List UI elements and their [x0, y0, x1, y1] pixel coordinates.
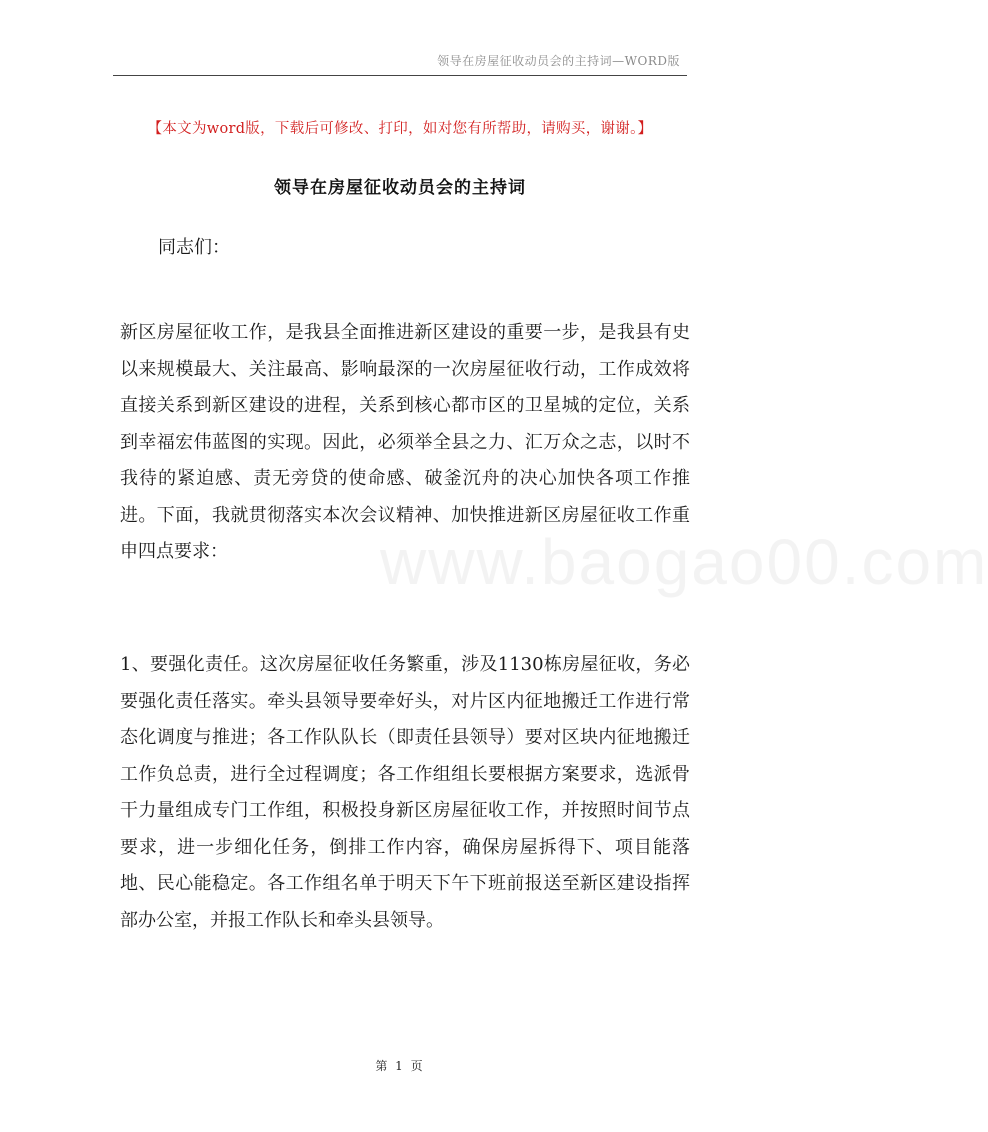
running-header: 领导在房屋征收动员会的主持词—WORD版	[437, 54, 680, 68]
purchase-notice: 【本文为word版，下载后可修改、打印，如对您有所帮助，请购买，谢谢。】	[147, 121, 653, 137]
body-paragraph: 新区房屋征收工作，是我县全面推进新区建设的重要一步，是我县有史以来规模最大、关注最高、影响最深的一次房屋征收行动，工作成效将直接关系到新区建设的进程，关系到核心都市区的卫星城的定位，关系到幸福宏伟蓝图的实现。因此，必须举全县之力、汇万众之志，以时不我待的紧迫感、责无旁贷的使命感、破釜沉舟的决心加快各项工作推进。下面，我就贯彻落实本次会议精神、加快推进新区房屋征收工作重申四点要求：	[120, 322, 690, 562]
document-title: 领导在房屋征收动员会的主持词	[274, 178, 526, 198]
salutation: 同志们：	[158, 237, 230, 258]
watermark: www.baogao00.com	[380, 526, 988, 598]
page-number: 第 1 页	[375, 1059, 425, 1073]
body-paragraph: 1、要强化责任。这次房屋征收任务繁重，涉及1130栋房屋征收，务必要强化责任落实。牵头县领导要牵好头，对片区内征地搬迁工作进行常态化调度与推进；各工作队队长（即责任县领导）要对区块内征地搬迁工作负总责，进行全过程调度；各工作组组长要根据方案要求，选派骨干力量组成专门工作组，积极投身新区房屋征收工作，并按照时间节点要求，进一步细化任务，倒排工作内容，确保房屋拆得下、项目能落地、民心能稳定。各工作组名单于明天下午下班前报送至新区建设指挥部办公室，并报工作队长和牵头县领导。	[120, 654, 690, 931]
header-divider	[113, 75, 687, 76]
